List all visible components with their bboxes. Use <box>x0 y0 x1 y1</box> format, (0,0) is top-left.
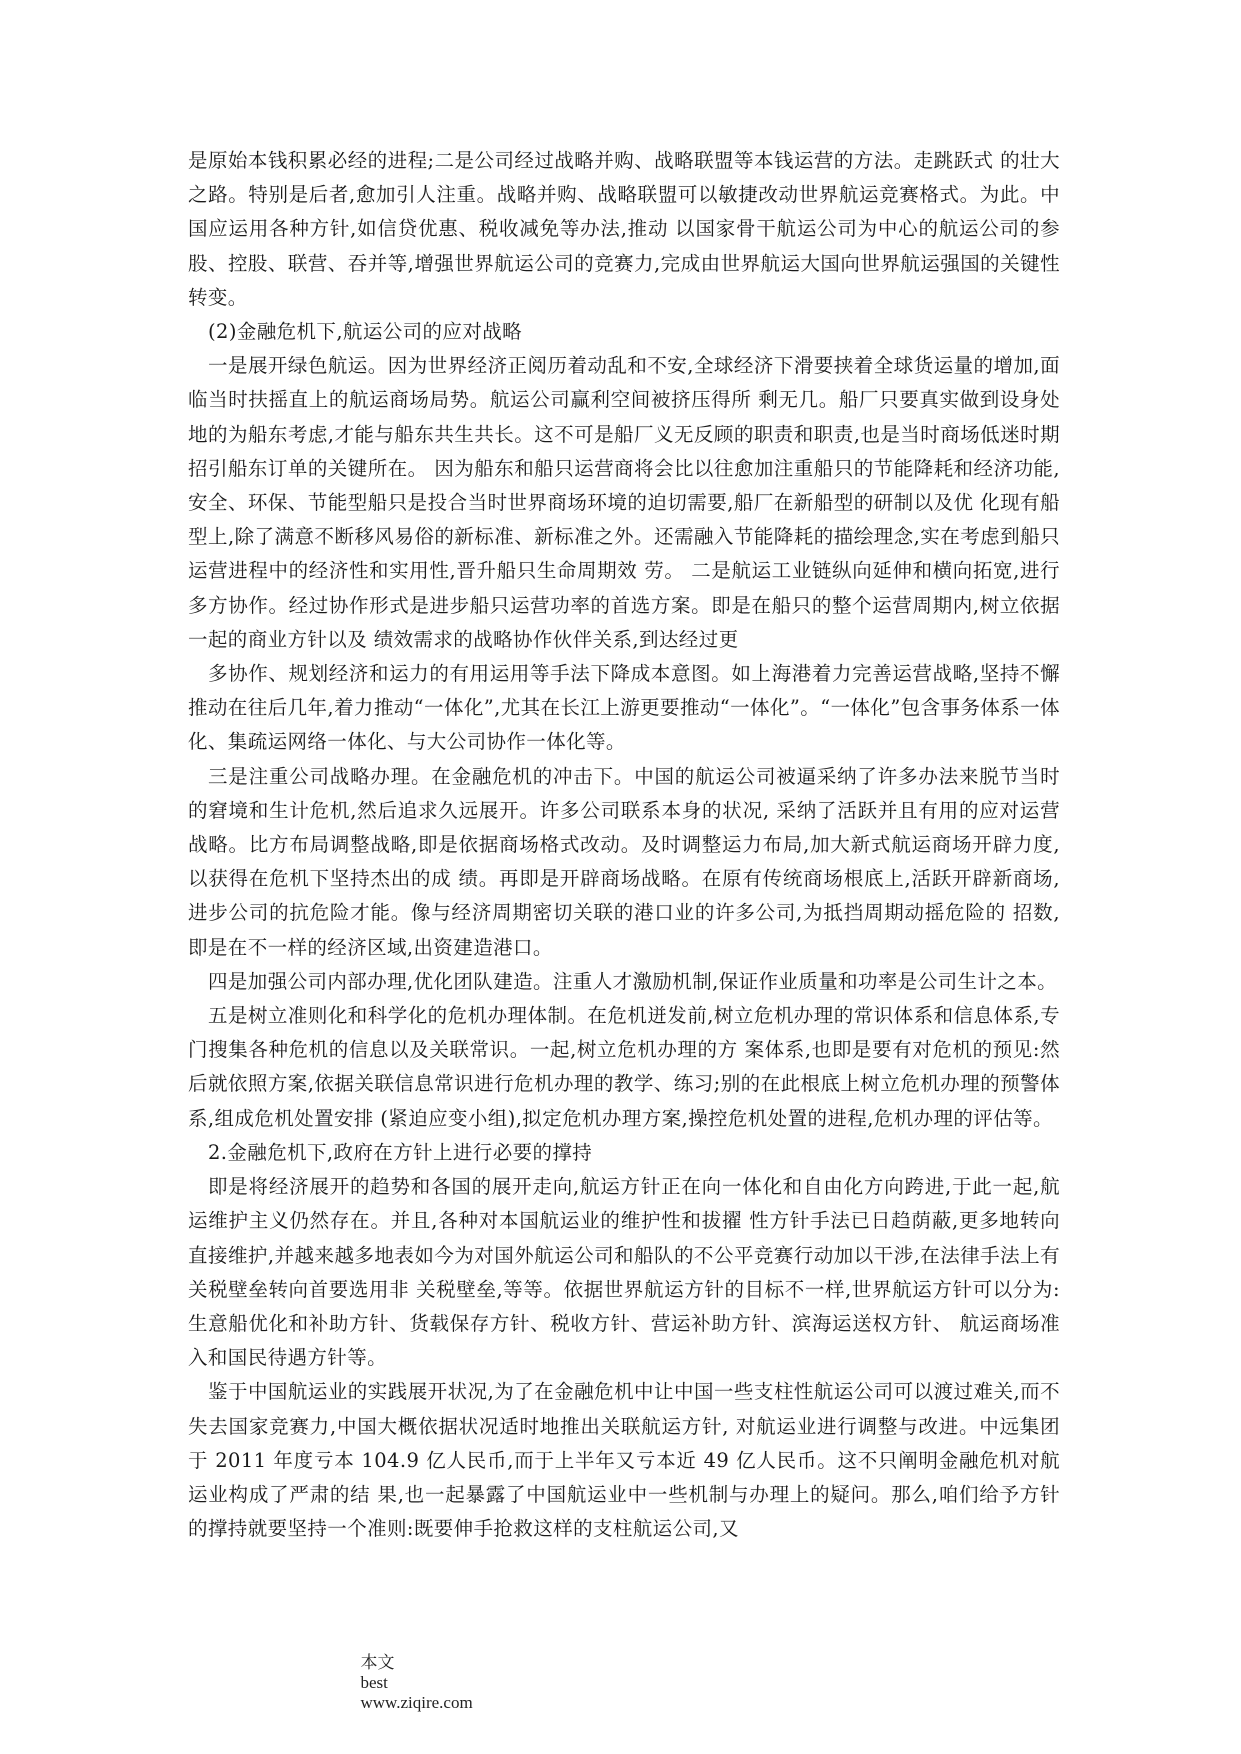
section-heading-2: 2.金融危机下,政府在方针上进行必要的撑持 <box>208 1140 593 1164</box>
paragraph-5: 四是加强公司内部办理,优化团队建造。注重人才激励机制,保证作业质量和功率是公司生计之本。 <box>208 969 1057 993</box>
document-body <box>188 144 1060 1546</box>
paragraph-3: 多协作、规划经济和运力的有用运用等手法下降成本意图。如上海港着力完善运营战略,坚持不懈推动在往后几年,着力推动“一体化”,尤其在长江上游更要推动“一体化”。“一体化”包含事务体系一体化、集疏运网络一体化、与大公司协作一体化等。 <box>188 662 1060 754</box>
paragraph-8: 鉴于中国航运业的实践展开状况,为了在金融危机中让中国一些支柱性航运公司可以渡过难关,而不失去国家竞赛力,中国大概依据状况适时地推出关联航运方针, 对航运业进行调整与改进。中远集团于 2011 年度亏本 104.9 亿人民币,而于上半年又亏本近 49 亿人民币。这不只阐明金融危机对航运业构成了严肃的结 果,也一起暴露了中国航运业中一些机制与办理上的疑问。那么,咱们给予方针的撑持就要坚持一个准则:既要伸手抢救这样的支柱航运公司,又 <box>188 1380 1060 1541</box>
footer-url: www.ziqire.com <box>360 1693 473 1712</box>
footer-left-text: 本文 <box>360 1653 395 1672</box>
paragraph-4: 三是注重公司战略办理。在金融危机的冲击下。中国的航运公司被逼采纳了许多办法来脱节当时的窘境和生计危机,然后追求久远展开。许多公司联系本身的状况, 采纳了活跃并且有用的应对运营战略。比方布局调整战略,即是依据商场格式改动。及时调整运力布局,加大新式航运商场开辟力度,以获得在危机下坚持杰出的成 绩。再即是开辟商场战略。在原有传统商场根底上,活跃开辟新商场,进步公司的抗危险才能。像与经济周期密切关联的港口业的许多公司,为抵挡周期动摇危险的 招数,即是在不一样的经济区域,出资建造港口。 <box>188 764 1060 959</box>
paragraph-1: 是原始本钱积累必经的进程;二是公司经过战略并购、战略联盟等本钱运营的方法。走跳跃式 的壮大之路。特别是后者,愈加引人注重。战略并购、战略联盟可以敏捷改动世界航运竞赛格式。为此。中国应运用各种方针,如信贷优惠、税收减免等办法,推动 以国家骨干航运公司为中心的航运公司的参股、控股、联营、吞并等,增强世界航运公司的竞赛力,完成由世界航运大国向世界航运强国的关键性转变。 <box>188 149 1060 309</box>
section-heading-1: (2)金融危机下,航运公司的应对战略 <box>208 320 523 344</box>
paragraph-6: 五是树立准则化和科学化的危机办理体制。在危机迸发前,树立危机办理的常识体系和信息体系,专门搜集各种危机的信息以及关联常识。一起,树立危机办理的方 案体系,也即是要有对危机的预见:然后就依照方案,依据关联信息常识进行危机办理的教学、练习;别的在此根底上树立危机办理的预警体系,组成危机处置安排 (紧迫应变小组),拟定危机办理方案,操控危机处置的进程,危机办理的评估等。 <box>188 1004 1060 1130</box>
paragraph-7: 即是将经济展开的趋势和各国的展开走向,航运方针正在向一体化和自由化方向跨进,于此一起,航运维护主义仍然存在。并且,各种对本国航运业的维护性和拔擢 性方针手法已日趋荫蔽,更多地转向直接维护,并越来越多地表如今为对国外航运公司和船队的不公平竞赛行动加以干涉,在法律手法上有关税壁垒转向首要选用非 关税壁垒,等等。依据世界航运方针的目标不一样,世界航运方针可以分为:生意船优化和补助方针、货载保存方针、税收方针、营运补助方针、滨海运送权方针、 航运商场准入和国民待遇方针等。 <box>188 1175 1060 1370</box>
paragraph-2: 一是展开绿色航运。因为世界经济正阅历着动乱和不安,全球经济下滑要挟着全球货运量的增加,面临当时扶摇直上的航运商场局势。航运公司赢利空间被挤压得所 剩无几。船厂只要真实做到设身处地的为船东考虑,才能与船东共生共长。这不可是船厂义无反顾的职责和职责,也是当时商场低迷时期招引船东订单的关键所在。 因为船东和船只运营商将会比以往愈加注重船只的节能降耗和经济功能,安全、环保、节能型船只是投合当时世界商场环境的迫切需要,船厂在新船型的研制以及优 化现有船型上,除了满意不断移风易俗的新标准、新标准之外。还需融入节能降耗的描绘理念,实在考虑到船只运营进程中的经济性和实用性,晋升船只生命周期效 劳。 二是航运工业链纵向延伸和横向拓宽,进行多方协作。经过协作形式是进步船只运营功率的首选方案。即是在船只的整个运营周期内,树立依据一起的商业方针以及 绩效需求的战略协作伙伴关系,到达经过更 <box>188 354 1060 651</box>
footer-middle-text: best <box>360 1673 388 1692</box>
page-footer <box>352 1628 499 1713</box>
